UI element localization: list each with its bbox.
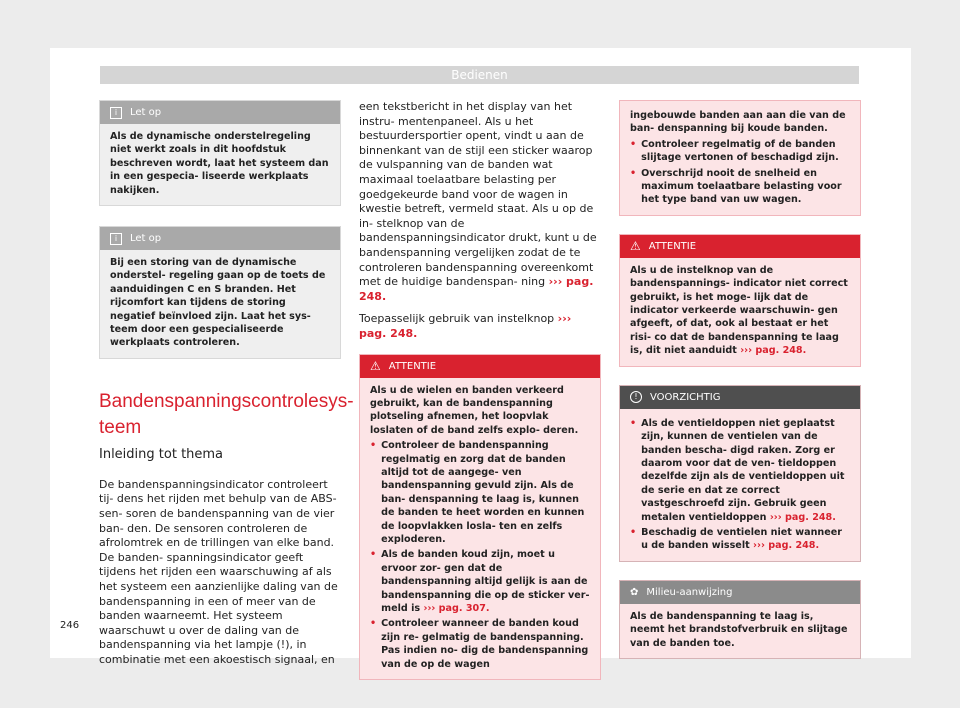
page-number: 246 — [60, 620, 80, 631]
page-link[interactable]: ››› pag. 307. — [423, 603, 490, 614]
page-link[interactable]: ››› pag. 248. — [753, 540, 820, 552]
note-box — [99, 226, 341, 359]
page-link[interactable]: ››› pag. 248. — [740, 345, 807, 357]
list-item: • Overschrijd nooit de snelheid en maximum toelaatbare belasting voor het type band van uw wagen. — [630, 167, 842, 206]
environment-note-box — [619, 580, 861, 659]
column-1 — [99, 100, 354, 668]
list-item: • Beschadig de ventielen niet wanneer u de banden wisselt ››› pag. 248. — [630, 526, 842, 552]
warning-title: ATTENTIE — [388, 360, 437, 372]
caution-title: VOORZICHTIG — [650, 391, 721, 403]
list-item: • Controleer wanneer de banden koud zijn re- gelmatig de bandenspanning. Pas indien no- dig de bandenspanning van de op de wagen — [370, 618, 589, 670]
leaf-icon: ✿ — [630, 586, 639, 598]
note-text: Bij een storing van de dynamische onderstel- regeling gaan op de toets de aanduidingen C en S branden. Het rijcomfort kan tijdens de storing negatief beïnvloed zijn. Laat het sys- teem door een gespecialiseerde werkplaats controleren. — [110, 257, 326, 349]
paragraph: een tekstbericht in het display van het instru- mentenpaneel. Als u het bestuurdersportier opent, vindt u aan de binnenkant van de stijl een sticker waarop de vulspanning van de banden wat maximaal toelaatbare belasting per goedgekeurde band voor de wagen in kwestie betreft, vermeld staat. Als u op de in- stelknop van de bandenspanningsindicator drukt, kunt u de bandenspanning vergelijken zodat de te controleren bandenspanning overeenkomt met de huidige bandenspan- ning ››› pag. 248. — [359, 100, 597, 303]
warning-box — [359, 354, 601, 681]
page-link[interactable]: ››› pag. 248. — [769, 511, 836, 523]
list-item: • Controleer de bandenspanning regelmatig en zorg dat de banden altijd tot de aangege- ven bandenspanning gevuld zijn. Als de ban- denspanning te laag is, kunnen de banden te heet worden en kunnen de loopvlakken losla- ten en zelfs exploderen. — [370, 440, 585, 545]
list-item: • Controleer regelmatig of de banden slijtage vertonen of beschadigd zijn. — [630, 138, 839, 164]
warning-text: Als u de wielen en banden verkeerd gebruikt, kan de bandenspanning plotseling afnemen, het loopvlak loslaten of de band zelfs explo- deren. — [370, 384, 579, 436]
note-text: Als de dynamische onderstelregeling niet werkt zoals in dit hoofdstuk beschreven wordt, laat het systeem dan in een gespecia- liseerde werkplaats nakijken. — [110, 131, 329, 196]
info-icon: i — [110, 107, 122, 119]
list-item: • Als de ventieldoppen niet geplaatst zijn, kunnen de ventielen van de banden bescha- digd raken. Zorg er daarom voor dat de ven- tieldoppen dezelfde zijn als de ventieldoppen uit de serie en dat ze correct vastgeschroefd zijn. Gebruik geen metalen ventieldoppen ››› pag. 248. — [630, 417, 845, 523]
caution-icon: ! — [630, 391, 642, 403]
warning-continued-box: ingebouwde banden aan aan die van de ban- denspanning bij koude banden. • Controleer regelmatig of de banden slijtage vertonen of beschadigd zijn. • Overschrijd nooit de snelheid en maximum toelaatbare belasting voor het type band van uw wagen. — [619, 100, 861, 216]
warning-title: ATTENTIE — [648, 240, 697, 252]
info-icon: i — [110, 233, 122, 245]
warning-box: ⚠ ATTENTIE Als u de instelknop van de bandenspannings- indicator niet correct gebruikt, is het moge- lijk dat de indicator verkeerde waarschuwin- gen afgeeft, of dat, ook al bestaat er het risi- co dat de bandenspanning te laag is, dit niet aanduidt ››› pag. 248. — [619, 234, 861, 367]
note-box — [99, 100, 341, 206]
column-3 — [619, 100, 861, 659]
environment-text: Als de bandenspanning te laag is, neemt het brandstofverbruik en slijtage van de banden toe. — [630, 610, 848, 649]
caution-box — [619, 385, 861, 562]
warning-icon: ⚠ — [370, 358, 381, 373]
intro-paragraph: De bandenspanningsindicator controleert tij- dens het rijden met behulp van de ABS-sen- soren de bandenspanning van de vier ban- den. De sensoren controleren de afrolomtrek en de trillingen van elke band. De banden- spanningsindicator geeft tijdens het rijden een waarschuwing af als het systeem een aanzienlijke daling van de bandenspanning in een of meer van de banden waarneemt. Het systeem waarschuwt u over de daling van de bandenspanning via het lampje (!), in combinatie met een akoestisch signaal, en — [99, 477, 338, 666]
paragraph: Toepasselijk gebruik van instelknop ››› pag. 248. — [359, 312, 572, 340]
page-link[interactable]: ››› pag. 248. — [359, 312, 572, 340]
section-subtitle: Inleiding tot thema — [99, 446, 224, 462]
warning-icon: ⚠ — [630, 238, 641, 253]
list-item: • Als de banden koud zijn, moet u ervoor zor- gen dat de bandenspanning altijd gelijk is aan de bandenspanning die op de sticker ver- meld is ››› pag. 307. — [370, 549, 590, 614]
section-title: Bandenspanningscontrolesys- teem — [99, 390, 354, 438]
page-link[interactable]: ››› pag. 248. — [359, 275, 594, 303]
section-header: Bedienen — [100, 66, 859, 84]
note-title: Let op — [130, 233, 162, 245]
column-2 — [359, 100, 601, 680]
note-title: Let op — [130, 107, 162, 118]
environment-title: Milieu-aanwijzing — [646, 586, 733, 598]
